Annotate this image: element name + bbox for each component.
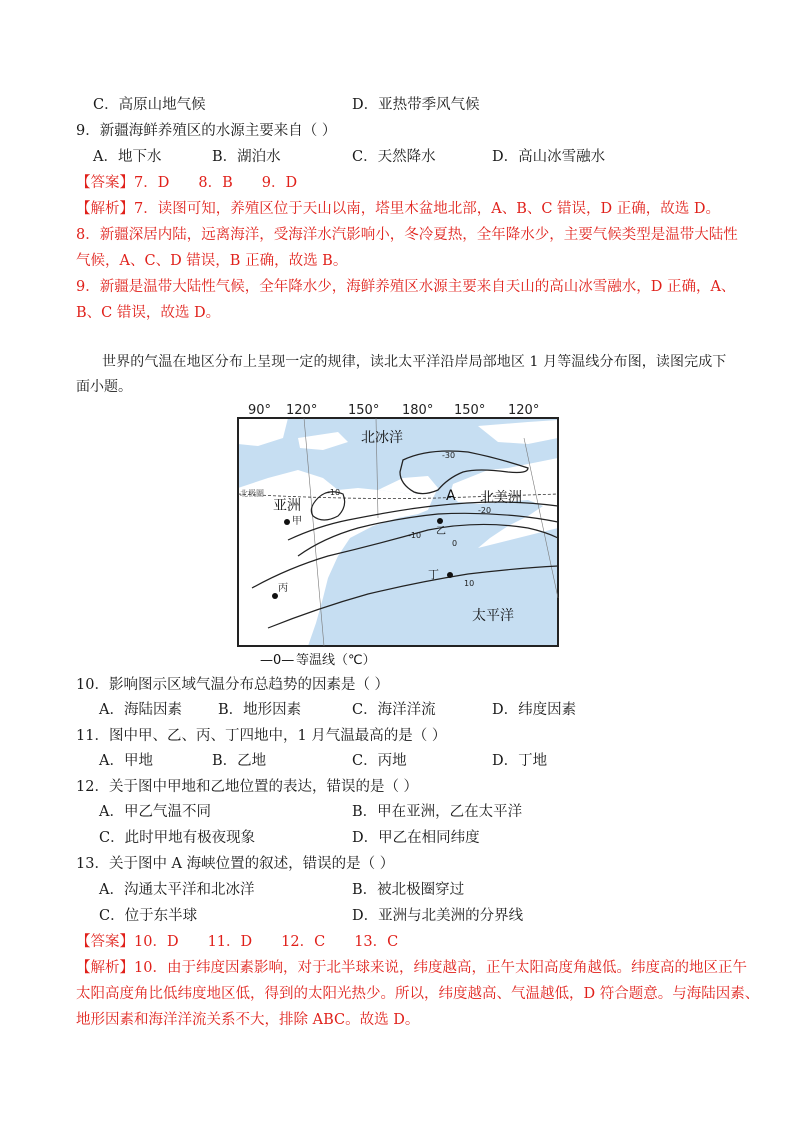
q10-option-a: A．海陆因素: [99, 702, 182, 718]
answer-block-2: [76, 932, 398, 952]
analysis-2-line-3: 地形因素和海洋洋流关系不大，排除 ABC。故选 D。: [76, 1012, 420, 1028]
q10-stem: 10．影响图示区域气温分布总趋势的因素是（ ）: [76, 677, 390, 693]
label-pacific: 太平洋: [472, 608, 514, 624]
label-bing: 丙: [278, 583, 288, 594]
q9-option-c: C．天然降水: [352, 149, 436, 165]
q12-option-d: D．甲乙在相同纬度: [352, 830, 480, 846]
lon-label-150e: 150°: [454, 403, 486, 418]
q10-option-c: C．海洋洋流: [352, 702, 436, 718]
q11-option-d: D．丁地: [492, 753, 548, 769]
label-strait-a: A: [446, 488, 456, 504]
q11-option-b: B．乙地: [212, 753, 267, 769]
answer-tag-2: 【答案】: [76, 934, 134, 950]
q13-option-b: B．被北极圈穿过: [352, 882, 465, 898]
label-north-america: 北美洲: [480, 490, 522, 506]
analysis-1-line-1: [76, 199, 720, 219]
q9-stem: 9．新疆海鲜养殖区的水源主要来自（ ）: [76, 123, 337, 139]
q9-option-d: D．高山冰雪融水: [492, 149, 606, 165]
legend-text: 等温线（℃）: [296, 653, 376, 668]
q12-stem: 12．关于图中甲地和乙地位置的表达，错误的是（ ）: [76, 779, 419, 795]
label-asia: 亚洲: [273, 498, 301, 514]
q12-option-a: A．甲乙气温不同: [99, 804, 211, 820]
q12-option-b: B．甲在亚洲，乙在太平洋: [352, 804, 523, 820]
q13-option-d: D．亚洲与北美洲的分界线: [352, 908, 524, 924]
lon-label-90: 90°: [248, 403, 272, 418]
lon-label-180: 180°: [402, 403, 434, 418]
analysis-1-line-3: 气候，A、C、D 错误，B 正确，故选 B。: [76, 253, 348, 269]
analysis-1-line-2: 8．新疆深居内陆，远离海洋，受海洋水汽影响小，冬冷夏热，全年降水少，主要气候类型是温带大陆性: [76, 227, 738, 243]
label-jia: 甲: [292, 516, 302, 527]
analysis-2-line-1: [76, 958, 747, 978]
q13-option-a: A．沟通太平洋和北冰洋: [99, 882, 255, 898]
arctic-circle-label: 北极圈: [240, 489, 264, 498]
lon-label-120w: 120°: [286, 403, 318, 418]
intro-line-1: 世界的气温在地区分布上呈现一定的规律，读北太平洋沿岸局部地区 1 月等温线分布图，读图完成下: [102, 354, 727, 370]
label-ding: 丁: [428, 568, 439, 581]
analysis-text: 7．读图可知，养殖区位于天山以南，塔里木盆地北部，A、B、C 错误，D 正确，故选 D。: [134, 201, 721, 217]
answer-tag: 【答案】: [76, 175, 134, 191]
q11-stem: 11．图中甲、乙、丙、丁四地中，1 月气温最高的是（ ）: [76, 728, 447, 744]
point-yi: [437, 518, 443, 524]
q8-option-d: D．亚热带季风气候: [352, 97, 480, 113]
iso-label-10: 10: [464, 579, 475, 588]
iso-label-0: 0: [452, 539, 458, 548]
q13-option-c: C．位于东半球: [99, 908, 198, 924]
iso-label-minus10-a: -10: [327, 488, 341, 497]
q13-stem: 13．关于图中 A 海峡位置的叙述，错误的是（ ）: [76, 856, 395, 872]
analysis-tag: 【解析】: [76, 201, 134, 217]
iso-label-minus30: -30: [442, 451, 456, 460]
iso-label-minus20: -20: [478, 506, 492, 515]
q9-option-a: A．地下水: [93, 149, 162, 165]
q10-option-d: D．纬度因素: [492, 702, 577, 718]
q12-option-c: C．此时甲地有极夜现象: [99, 830, 256, 846]
q11-option-c: C．丙地: [352, 753, 407, 769]
answer-text: 7．D 8．B 9．D: [134, 175, 298, 191]
analysis-1-line-5: B、C 错误，故选 D。: [76, 305, 221, 321]
q8-option-c: C．高原山地气候: [93, 97, 206, 113]
lon-label-150w: 150°: [348, 403, 380, 418]
answer-text-2: 10．D 11．D 12．C 13．C: [134, 934, 399, 950]
q11-option-a: A．甲地: [99, 753, 153, 769]
analysis-2-line-2: 太阳高度角比低纬度地区低，得到的太阳光热少。所以，纬度越高、气温越低，D 符合题意。与海陆因素、: [76, 986, 760, 1002]
legend-symbol: —0—: [260, 653, 295, 668]
analysis-2-text: 10．由于纬度因素影响，对于北半球来说，纬度越高，正午太阳高度角越低。纬度高的地区正午: [134, 960, 747, 976]
lon-label-120e: 120°: [508, 403, 540, 418]
q9-option-b: B．湖泊水: [212, 149, 281, 165]
analysis-tag-2: 【解析】: [76, 960, 134, 976]
point-jia: [284, 519, 290, 525]
label-arctic-ocean: 北冰洋: [361, 430, 403, 446]
answer-block-1: [76, 173, 297, 193]
q10-option-b: B．地形因素: [218, 702, 302, 718]
label-yi: 乙: [436, 526, 446, 537]
analysis-1-line-4: 9．新疆是温带大陆性气候，全年降水少，海鲜养殖区水源主要来自天山的高山冰雪融水，D 正确，A、: [76, 279, 736, 295]
iso-label-minus10-b: -10: [408, 531, 422, 540]
point-ding: [447, 572, 453, 578]
isotherm-map: [228, 398, 568, 670]
intro-line-2: 面小题。: [76, 379, 132, 395]
